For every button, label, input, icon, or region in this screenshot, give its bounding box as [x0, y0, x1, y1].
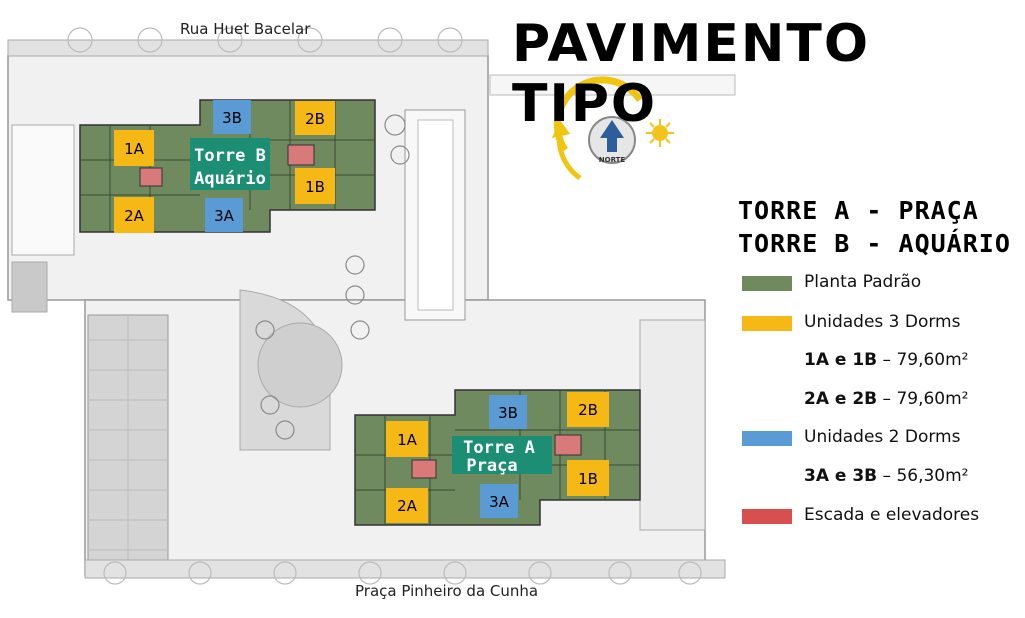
area-2a-2b [804, 389, 969, 409]
area-2a-2b-units: 2A e 2B [804, 389, 878, 409]
page-title: PAVIMENTO TIPO [512, 14, 871, 134]
area-1a-1b [804, 350, 969, 370]
street-bottom-label: Praça Pinheiro da Cunha [355, 582, 539, 600]
legend-swatch-escada [742, 509, 792, 524]
unit-b-1b-label: 1B [305, 178, 325, 196]
unit-a-1a-label: 1A [397, 431, 417, 449]
tower-a-label [452, 436, 552, 476]
unit-a-3b-label: 3B [498, 404, 518, 422]
tower-b-name: Torre B [194, 146, 266, 166]
area-1a-1b-units: 1A e 1B [804, 350, 878, 370]
legend-swatch-planta [742, 276, 792, 291]
compass-label: NORTE [598, 156, 626, 164]
street-top-label: Rua Huet Bacelar [180, 20, 311, 38]
legend-dorm3-label: Unidades 3 Dorms [804, 312, 961, 332]
tower-a-name: Torre A [463, 438, 535, 458]
area-3a-3b-units: 3A e 3B [804, 466, 878, 486]
area-1a-1b-value: – 79,60m² [877, 350, 969, 370]
tower-a-sub: Praça [466, 456, 518, 476]
sidewalk-bottom [85, 560, 725, 578]
area-3a-3b-value: – 56,30m² [877, 466, 969, 486]
tower-a-title: TORRE A - PRAÇA [738, 196, 979, 225]
unit-b-3b-label: 3B [222, 109, 242, 127]
unit-a-1b-label: 1B [578, 470, 598, 488]
plaza-circle [258, 323, 342, 407]
unit-b-3a-label: 3A [214, 207, 234, 225]
legend-planta-label: Planta Padrão [804, 272, 922, 292]
area-3a-3b [804, 466, 969, 486]
unit-b-2a-label: 2A [124, 207, 144, 225]
legend-swatch-dorm2 [742, 431, 792, 446]
area-2a-2b-value: – 79,60m² [877, 389, 969, 409]
unit-a-2a-label: 2A [397, 497, 417, 515]
legend-swatch-dorm3 [742, 316, 792, 331]
unit-b-2b-label: 2B [305, 110, 325, 128]
unit-a-2b-label: 2B [578, 401, 598, 419]
left-lawn [12, 262, 47, 312]
tower-b-sub: Aquário [194, 169, 266, 189]
left-court [12, 125, 74, 255]
tower-b-title: TORRE B - AQUÁRIO [738, 229, 1011, 258]
pool-inner [418, 120, 453, 310]
unit-b-1a-label: 1A [124, 140, 144, 158]
unit-a-3a-label: 3A [489, 493, 509, 511]
yard-right [640, 320, 705, 530]
sidewalk-top [8, 40, 488, 56]
legend-escada-label: Escada e elevadores [804, 505, 980, 525]
tower-b-label [190, 138, 270, 190]
legend-dorm2-label: Unidades 2 Dorms [804, 427, 961, 447]
